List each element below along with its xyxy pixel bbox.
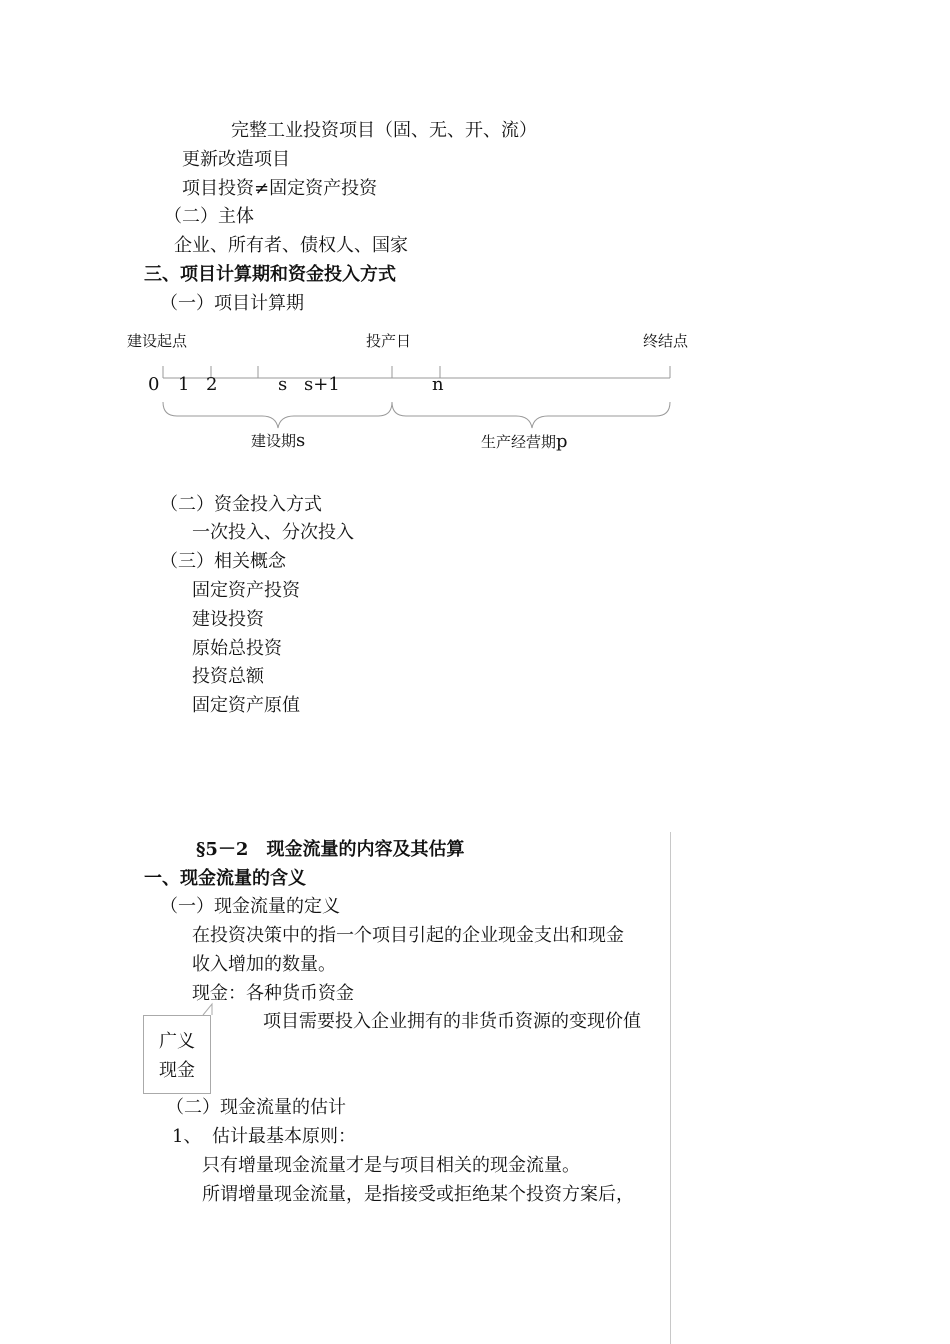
subheading-fund-input: （二）资金投入方式 <box>160 494 322 515</box>
definition-line-2: 收入增加的数量。 <box>192 954 336 975</box>
chapter-title: §5－2 现金流量的内容及其估算 <box>196 839 465 860</box>
page-margin-rule <box>670 832 671 1344</box>
label-end-point: 终结点 <box>643 332 689 350</box>
text-line-project-types: 完整工业投资项目（固、无、开、流） <box>231 120 537 141</box>
principle-line-1: 只有增量现金流量才是与项目相关的现金流量。 <box>202 1155 580 1176</box>
principle-title: 估计最基本原则： <box>212 1126 356 1147</box>
text-line-renovation: 更新改造项目 <box>182 149 290 170</box>
subheading-subject: （二）主体 <box>164 206 254 227</box>
label-operate-period-text: 生产经营期 <box>481 433 557 451</box>
text-line-investment-neq: 项目投资≠固定资产投资 <box>182 178 378 199</box>
brace-build-period <box>163 402 392 428</box>
label-build-period <box>251 432 305 450</box>
label-build-period-text: 建设期 <box>251 432 297 450</box>
tick-label-0: 0 <box>148 374 160 395</box>
definition-line-1: 在投资决策中的指一个项目引起的企业现金支出和现金 <box>192 925 624 946</box>
tick-label-2: 2 <box>206 374 218 395</box>
cash-definition-line-2: 项目需要投入企业拥有的非货币资源的变现价值 <box>263 1011 641 1032</box>
text-line-subjects: 企业、所有者、债权人、国家 <box>174 235 408 256</box>
broad-cash-callout <box>143 1015 211 1094</box>
label-operate-period-var: p <box>556 431 568 452</box>
concept-item: 投资总额 <box>192 666 264 687</box>
callout-line-2: 现金 <box>159 1060 195 1081</box>
label-operate-period <box>481 433 568 451</box>
subheading-related-concepts: （三）相关概念 <box>160 551 286 572</box>
text-line-input-methods: 一次投入、分次投入 <box>192 522 354 543</box>
subheading-cashflow-estimate: （二）现金流量的估计 <box>166 1097 346 1118</box>
callout-line-1: 广义 <box>159 1031 195 1052</box>
list-number-1: 1、 <box>172 1126 202 1147</box>
timeline-diagram <box>0 0 950 470</box>
heading-cashflow-meaning: 一、现金流量的含义 <box>144 868 306 889</box>
label-build-period-var: s <box>296 430 306 451</box>
concept-item: 建设投资 <box>192 609 264 630</box>
heading-section-3: 三、项目计算期和资金投入方式 <box>144 264 396 285</box>
brace-operate-period <box>392 402 670 428</box>
concept-item: 原始总投资 <box>192 638 282 659</box>
label-production-day: 投产日 <box>366 332 412 350</box>
cash-definition-line: 现金：各种货币资金 <box>192 983 354 1004</box>
tick-label-s: s <box>278 374 288 395</box>
tick-label-s-plus-1: s+1 <box>304 374 340 395</box>
subheading-calc-period: （一）项目计算期 <box>160 293 304 314</box>
tick-label-n: n <box>432 374 444 395</box>
tick-label-1: 1 <box>178 374 190 395</box>
principle-line-2: 所谓增量现金流量，是指接受或拒绝某个投资方案后， <box>202 1184 634 1205</box>
concept-item: 固定资产原值 <box>192 695 300 716</box>
concept-item: 固定资产投资 <box>192 580 300 601</box>
label-construction-start: 建设起点 <box>127 332 188 350</box>
subheading-cashflow-definition: （一）现金流量的定义 <box>160 896 340 917</box>
